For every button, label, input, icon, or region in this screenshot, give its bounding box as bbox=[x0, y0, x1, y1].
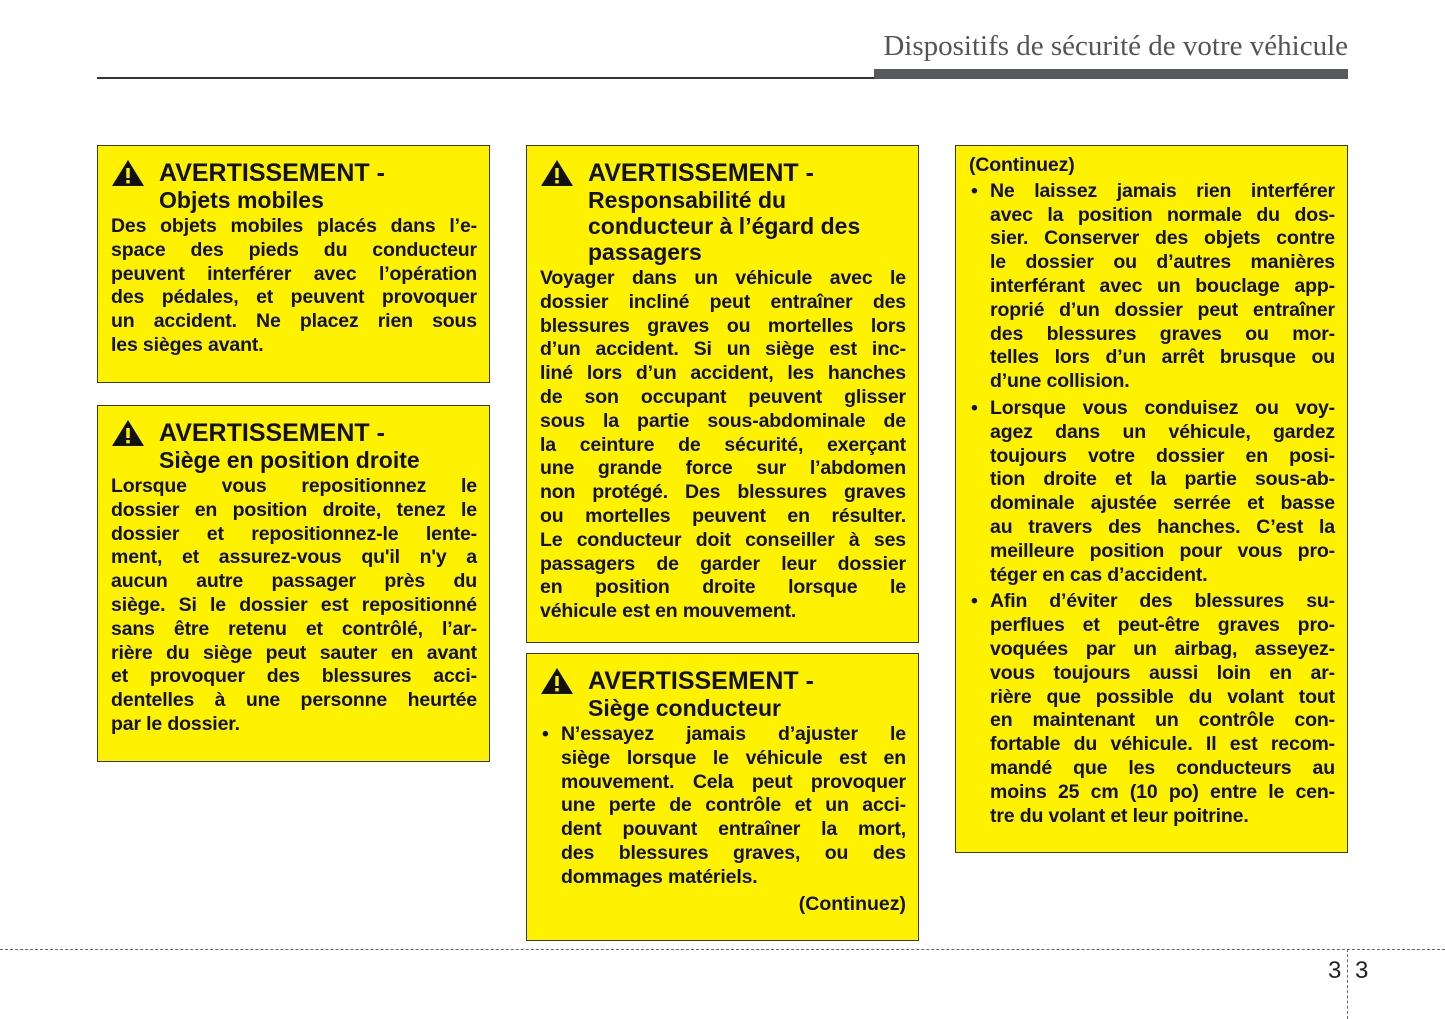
body-line: dossier en position droite, tenez le bbox=[111, 498, 477, 521]
bullet-line: interférant avec un bouclage app- bbox=[990, 274, 1335, 297]
header-bar bbox=[874, 69, 1348, 79]
header-rule bbox=[97, 77, 874, 79]
warning-box bbox=[526, 653, 919, 941]
warning-title: AVERTISSEMENT - bbox=[588, 159, 814, 187]
bullet-line: d’une collision. bbox=[990, 370, 1130, 393]
bullet-line: toujours votre dossier en posi- bbox=[990, 444, 1335, 467]
warning-box bbox=[526, 145, 919, 643]
body-line: un accident. Ne placez rien sous bbox=[111, 310, 477, 333]
body-line: blessures graves ou mortelles lors bbox=[540, 314, 906, 337]
body-line: des pédales, et peuvent provoquer bbox=[111, 286, 477, 309]
body-line: et provoquer des blessures acci- bbox=[111, 665, 477, 688]
bullet-line: telles lors d’un arrêt brusque ou bbox=[990, 346, 1335, 369]
bullet-line: le dossier ou d’autres manières bbox=[990, 251, 1335, 274]
body-line: aucun autre passager près du bbox=[111, 570, 477, 593]
bullet-icon: • bbox=[971, 396, 978, 419]
body-line: Voyager dans un véhicule avec le bbox=[540, 267, 906, 289]
body-line: siège. Si le dossier est repositionné bbox=[111, 593, 477, 616]
body-line: Lorsque vous repositionnez le bbox=[111, 475, 477, 497]
body-line: véhicule est en mouvement. bbox=[540, 600, 797, 623]
bullet-line: voquées par un airbag, asseyez- bbox=[990, 637, 1335, 660]
warning-triangle-icon bbox=[111, 419, 145, 453]
bullet-line: dommages matériels. bbox=[561, 865, 758, 888]
body-line: une grande force sur l’abdomen bbox=[540, 457, 906, 480]
footer-divider bbox=[0, 949, 1445, 950]
bullet-line: tion droite et la partie sous-ab- bbox=[990, 468, 1335, 491]
body-line: passagers de garder leur dossier bbox=[540, 552, 906, 575]
bullet-line: meilleure position pour vous pro- bbox=[990, 539, 1335, 562]
body-line: la ceinture de sécurité, exerçant bbox=[540, 433, 906, 456]
bullet-item bbox=[969, 180, 1335, 394]
bullet-line: fortable du véhicule. Il est recom- bbox=[990, 733, 1335, 756]
warning-box bbox=[955, 145, 1348, 853]
body-line: liné lors d’un accident, les hanches bbox=[540, 362, 906, 385]
bullet-line: dent pouvant entraîner la mort, bbox=[561, 818, 906, 841]
warning-subtitle: Responsabilité du bbox=[588, 187, 787, 213]
bullet-item bbox=[540, 723, 906, 890]
bullet-line: dominale ajustée serrée et basse bbox=[990, 492, 1335, 515]
bullet-line: perflues et peut-être graves pro- bbox=[990, 614, 1335, 637]
body-line: sans être retenu et contrôlé, l’ar- bbox=[111, 617, 477, 640]
body-line: ment, et assurez-vous qu'il n'y a bbox=[111, 546, 477, 569]
warning-triangle-icon bbox=[540, 667, 574, 701]
warning-subtitle: conducteur à l’égard des bbox=[588, 213, 861, 239]
body-line: sous la partie sous-abdominale de bbox=[540, 409, 906, 432]
bullet-line: siège lorsque le véhicule est en bbox=[561, 746, 906, 769]
body-line: ou mortelles peuvent en résulter. bbox=[540, 504, 906, 527]
bullet-line: une perte de contrôle et un acci- bbox=[561, 794, 906, 817]
bullet-line: tre du volant et leur poitrine. bbox=[990, 804, 1249, 827]
body-line: non protégé. Des blessures graves bbox=[540, 481, 906, 504]
bullet-item bbox=[969, 397, 1335, 587]
body-line: Le conducteur doit conseiller à ses bbox=[540, 528, 906, 551]
bullet-line: mouvement. Cela peut provoquer bbox=[561, 770, 906, 793]
bullet-item bbox=[969, 590, 1335, 828]
bullet-icon: • bbox=[971, 179, 978, 202]
warning-title: AVERTISSEMENT - bbox=[159, 419, 385, 447]
body-line: dossier incliné peut entraîner des bbox=[540, 290, 906, 313]
page-header-title: Dispositifs de sécurité de votre véhicule bbox=[883, 30, 1348, 62]
bullet-line: téger en cas d’accident. bbox=[990, 563, 1208, 586]
warning-box bbox=[97, 405, 490, 762]
bullet-line: roprié d’un dossier peut entraîner bbox=[990, 298, 1335, 321]
warning-subtitle: passagers bbox=[588, 239, 702, 265]
body-line: de son occupant peuvent glisser bbox=[540, 385, 906, 408]
bullet-line: des blessures graves ou mor- bbox=[990, 322, 1335, 345]
bullet-line: Ne laissez jamais rien interférer bbox=[990, 179, 1335, 202]
bullet-line: N’essayez jamais d’ajuster le bbox=[561, 723, 906, 745]
bullet-line: vous toujours aussi loin en ar- bbox=[990, 661, 1335, 684]
page-number: 3 bbox=[1355, 957, 1369, 984]
body-line: peuvent interférer avec l’opération bbox=[111, 262, 477, 285]
warning-subtitle: Siège en position droite bbox=[159, 447, 420, 473]
bullet-line: agez dans un véhicule, gardez bbox=[990, 420, 1335, 443]
bullet-line: au travers des hanches. C’est la bbox=[990, 515, 1335, 538]
bullet-line: moins 25 cm (10 po) entre le cen- bbox=[990, 780, 1335, 803]
body-line: par le dossier. bbox=[111, 712, 240, 735]
body-line: rière du siège peut sauter en avant bbox=[111, 641, 477, 664]
warning-triangle-icon bbox=[540, 159, 574, 193]
continued-label: (Continuez) bbox=[798, 892, 906, 915]
bullet-line: mandé que les conducteurs au bbox=[990, 756, 1335, 779]
bullet-line: en maintenant un contrôle con- bbox=[990, 709, 1335, 732]
body-line: dentelles à une personne heurtée bbox=[111, 689, 477, 712]
bullet-line: avec la position normale du dos- bbox=[990, 203, 1335, 226]
body-line: Des objets mobiles placés dans l’e- bbox=[111, 215, 477, 237]
continued-label: (Continuez) bbox=[969, 154, 1075, 176]
warning-subtitle: Siège conducteur bbox=[588, 695, 781, 721]
chapter-number: 3 bbox=[1328, 957, 1342, 984]
body-line: space des pieds du conducteur bbox=[111, 238, 477, 261]
warning-subtitle: Objets mobiles bbox=[159, 187, 324, 213]
footer-vertical-divider bbox=[1347, 949, 1348, 1019]
body-line: en position droite lorsque le bbox=[540, 576, 906, 599]
body-line: d’un accident. Si un siège est inc- bbox=[540, 338, 906, 361]
warning-title: AVERTISSEMENT - bbox=[159, 159, 385, 187]
bullet-line: Afin d’éviter des blessures su- bbox=[990, 590, 1335, 613]
warning-box bbox=[97, 145, 490, 383]
warning-title: AVERTISSEMENT - bbox=[588, 667, 814, 695]
body-line: dossier et repositionnez-le lente- bbox=[111, 522, 477, 545]
warning-triangle-icon bbox=[111, 159, 145, 193]
bullet-line: des blessures graves, ou des bbox=[561, 841, 906, 864]
bullet-icon: • bbox=[542, 723, 549, 745]
bullet-line: rière que possible du volant tout bbox=[990, 685, 1335, 708]
bullet-icon: • bbox=[971, 590, 978, 613]
body-line: les sièges avant. bbox=[111, 333, 264, 356]
bullet-line: sier. Conserver des objets contre bbox=[990, 227, 1335, 250]
bullet-line: Lorsque vous conduisez ou voy- bbox=[990, 396, 1335, 419]
